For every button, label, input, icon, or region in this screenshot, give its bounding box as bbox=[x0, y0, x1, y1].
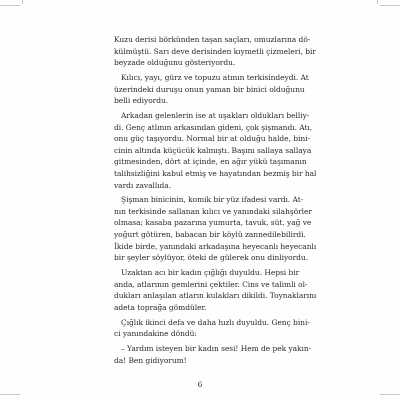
text-line: Kuzu derisi börkünden taşan saçları, omuzlarına dö- bbox=[114, 35, 311, 44]
text-line: onu güç taşıyordu. Normal bir at olduğu halde, bini- bbox=[114, 134, 310, 144]
paragraph bbox=[114, 110, 317, 191]
text-line: olmasa; kasaba pazarına yumurta, tavuk, süt, yağ ve bbox=[114, 218, 312, 228]
text-line: bir şeyler söylüyor, öteki de gülerek onu dinliyordu. bbox=[114, 253, 309, 263]
paragraph bbox=[114, 34, 316, 69]
paragraph bbox=[114, 267, 317, 313]
paragraph bbox=[114, 72, 309, 107]
text-line: belli ediyordu. bbox=[114, 96, 169, 106]
text-line: üzerindeki duruşu onun yaman bir binici olduğunu bbox=[114, 84, 305, 94]
text-line: cinin altında küçücük kalmıştı. Başını sallaya sallaya bbox=[114, 145, 312, 155]
text-line: beyzade olduğunu gösteriyordu. bbox=[114, 58, 236, 68]
crop-mark bbox=[0, 5, 20, 6]
text-line: külmüştü. Sarı deve derisinden kıymetli çizmeleri, bir bbox=[114, 46, 316, 56]
text-line: Kılıcı, yayı, gürz ve topuzu atının terkisindeydi. At bbox=[121, 72, 309, 82]
text-line: ci yanındakine döndü: bbox=[114, 329, 197, 339]
text-line: dukları anlaşılan atların kulakları dikildi. Toynaklarını bbox=[114, 291, 317, 301]
text-line: vardı zavallıda. bbox=[114, 180, 172, 190]
crop-mark bbox=[380, 394, 400, 395]
text-line: Çığlık ikinci defa ve daha hızlı duyuldu. Genç bini- bbox=[121, 317, 310, 327]
text-line: adeta toprağa gömdüler. bbox=[114, 302, 207, 312]
page-number: 6 bbox=[197, 380, 203, 389]
paragraph bbox=[114, 343, 312, 366]
text-line: gitmesinden, dört at içinde, en ağır yükü taşımanın bbox=[114, 157, 307, 167]
text-line: di. Genç atlının arkasından gideni, çok şişmandı. Atı, bbox=[114, 122, 313, 132]
paragraph bbox=[114, 317, 310, 340]
text-line: yoğurt götüren, babacan bir köylü zannedilebilirdi. bbox=[114, 230, 306, 240]
text-line: Uzaktan acı bir kadın çığlığı duyuldu. Hepsi bir bbox=[121, 268, 300, 278]
text-line: da! Ben gidiyorum! bbox=[114, 355, 187, 365]
crop-mark bbox=[0, 394, 20, 395]
text-line: İkide birde, yanındaki arkadaşına heyecanlı heyecanlı bbox=[114, 241, 317, 251]
crop-mark bbox=[22, 0, 23, 4]
text-line: Arkadan gelenlerin ise at uşakları oldukları belliy- bbox=[121, 110, 310, 120]
paragraph bbox=[114, 194, 317, 264]
body-text bbox=[114, 34, 317, 369]
text-line: Şişman binicinin, komik bir yüz ifadesi vardı. At- bbox=[121, 195, 304, 205]
crop-mark bbox=[380, 5, 400, 6]
text-line: talihsizliğini kabul etmiş ve hayatından bezmiş bir hal bbox=[114, 168, 317, 178]
text-line: nın terkisinde sallanan kılıcı ve yanındaki silahşörler bbox=[114, 206, 312, 216]
text-line: – Yardım isteyen bir kadın sesi! Hem de pek yakın- bbox=[121, 343, 312, 353]
text-line: anda, atlarının gemlerini çektiler. Cins ve talimli ol- bbox=[114, 279, 308, 289]
crop-mark bbox=[377, 0, 378, 4]
